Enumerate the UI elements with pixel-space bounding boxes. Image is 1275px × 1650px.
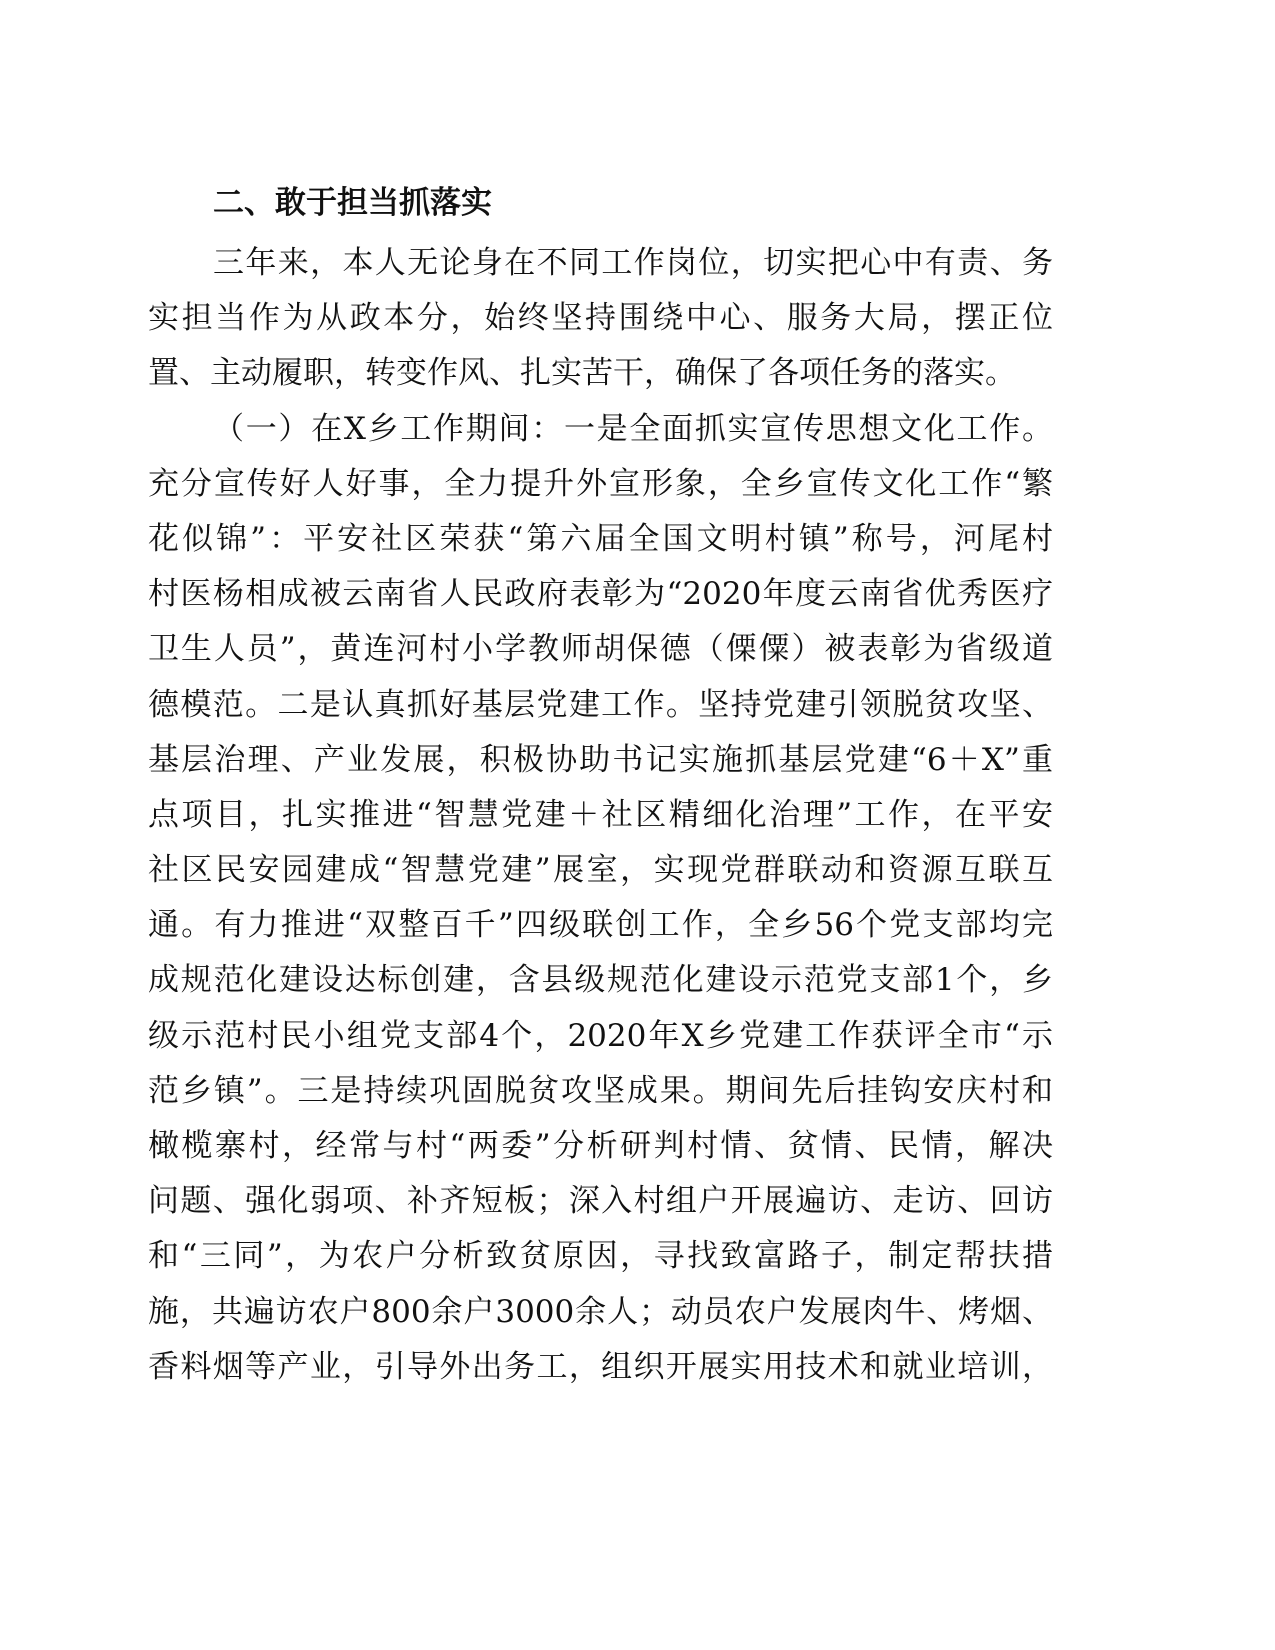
- text-line: 范乡镇”。三是持续巩固脱贫攻坚成果。期间先后挂钩安庆村和: [148, 1072, 1053, 1109]
- text-line: 香料烟等产业，引导外出务工，组织开展实用技术和就业培训，: [148, 1348, 1053, 1385]
- text-line: 问题、强化弱项、补齐短板；深入村组户开展遍访、走访、回访: [148, 1183, 1053, 1220]
- text-line: 村医杨相成被云南省人民政府表彰为“2020年度云南省优秀医疗: [148, 576, 1053, 613]
- text-line: 花似锦”：平安社区荣获“第六届全国文明村镇”称号，河尾村: [148, 520, 1053, 557]
- text-line: 和“三同”，为农户分析致贫原因，寻找致富路子，制定帮扶措: [148, 1238, 1053, 1275]
- text-line: 橄榄寨村，经常与村“两委”分析研判村情、贫情、民情，解决: [148, 1128, 1053, 1164]
- text-line: 施，共遍访农户800余户3000余人；动员农户发展肉牛、烤烟、: [148, 1293, 1053, 1330]
- text-line: 级示范村民小组党支部4个，2020年X乡党建工作获评全市“示: [148, 1017, 1053, 1054]
- section-heading: 二、敢于担当抓落实: [213, 185, 492, 221]
- text-line: 成规范化建设达标创建，含县级规范化建设示范党支部1个，乡: [148, 962, 1053, 999]
- text-line: 基层治理、产业发展，积极协助书记实施抓基层党建“6＋X”重: [148, 741, 1053, 778]
- text-line: 卫生人员”，黄连河村小学教师胡保德（傈僳）被表彰为省级道: [148, 631, 1053, 668]
- text-line: 通。有力推进“双整百千”四级联创工作，全乡56个党支部均完: [148, 907, 1053, 944]
- text-line: 三年来，本人无论身在不同工作岗位，切实把心中有责、务: [213, 245, 1053, 281]
- text-line: 实担当作为从政本分，始终坚持围绕中心、服务大局，摆正位: [148, 300, 1053, 337]
- text-line: 点项目，扎实推进“智慧党建＋社区精细化治理”工作，在平安: [148, 796, 1053, 833]
- text-line: 社区民安园建成“智慧党建”展室，实现党群联动和资源互联互: [148, 852, 1053, 889]
- text-line: （一）在X乡工作期间：一是全面抓实宣传思想文化工作。: [213, 410, 1053, 447]
- text-line: 充分宣传好人好事，全力提升外宣形象，全乡宣传文化工作“繁: [148, 465, 1053, 502]
- text-line: 置、主动履职，转变作风、扎实苦干，确保了各项任务的落实。: [148, 355, 1016, 392]
- text-line: 德模范。二是认真抓好基层党建工作。坚持党建引领脱贫攻坚、: [148, 686, 1053, 723]
- document-body: [148, 236, 1053, 1395]
